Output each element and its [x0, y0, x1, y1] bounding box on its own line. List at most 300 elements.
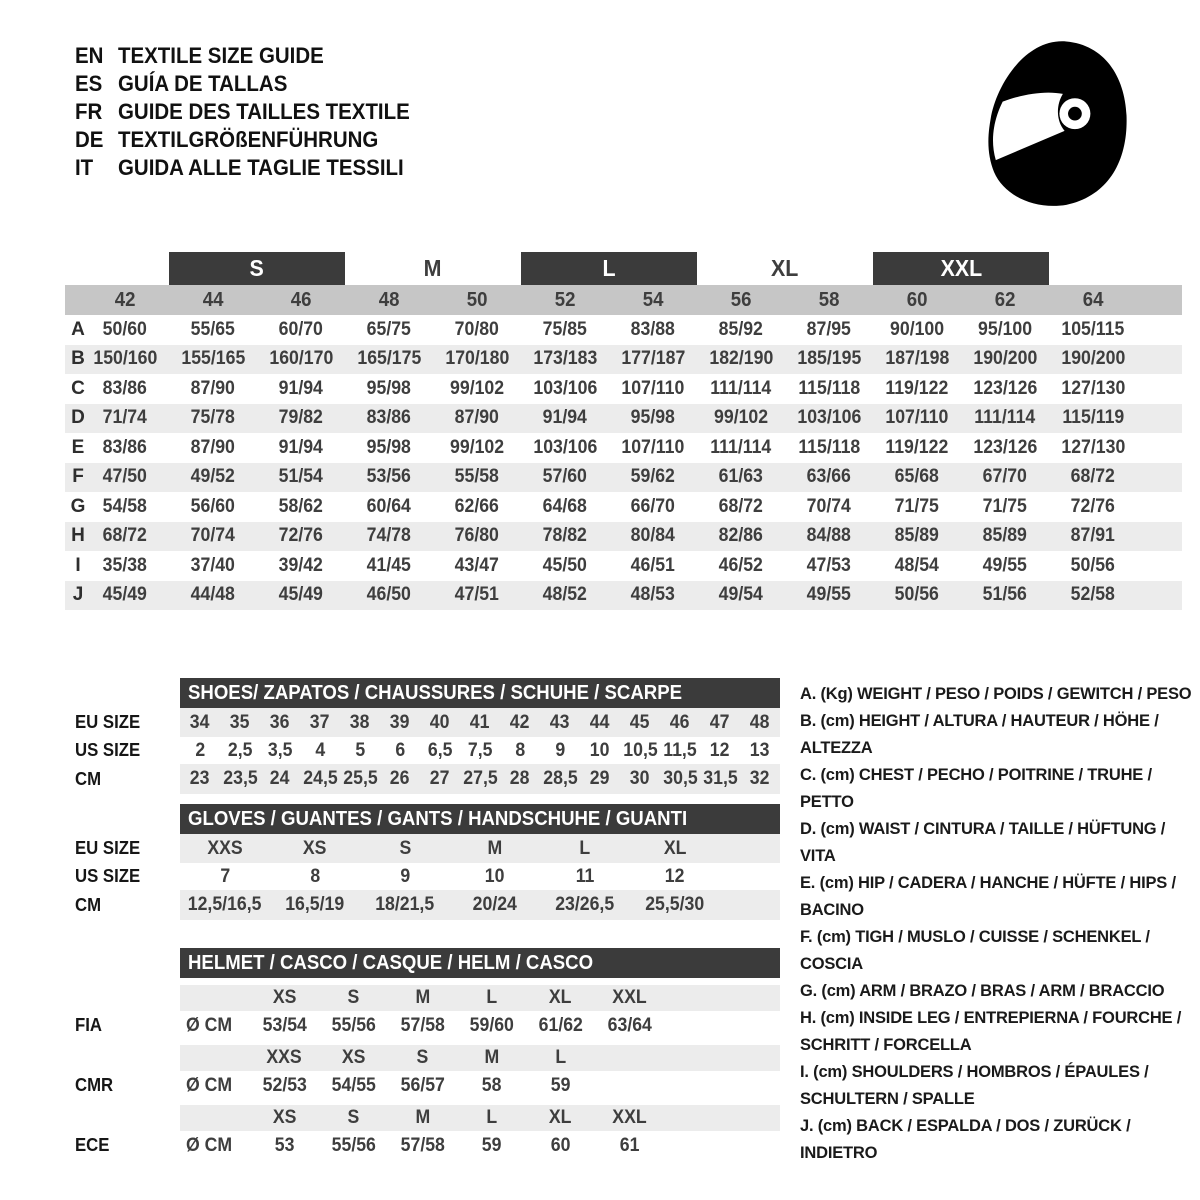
measurement-cell: 75/78 — [190, 407, 236, 429]
measurement-cell: 60/64 — [366, 495, 412, 517]
measurement-cell: 123/126 — [973, 436, 1037, 458]
measurement-cell: 160/170 — [269, 348, 333, 370]
legend-entry: H. (cm) INSIDE LEG / ENTREPIERNA / FOURCHE / SCHRITT / FORCELLA — [800, 1009, 1182, 1054]
table-row-g — [65, 492, 1182, 522]
language-title-row — [75, 126, 432, 154]
shoe-eu-size: 47 — [710, 711, 730, 733]
table-row-a — [65, 315, 1182, 345]
helmet-size-label: S — [347, 1107, 360, 1128]
measurement-cell: 95/100 — [977, 318, 1033, 340]
eu-size-label: EU SIZE — [75, 838, 141, 858]
guide-title: GUIDA ALLE TAGLIE TESSILI — [118, 155, 404, 180]
legend-entry: J. (cm) BACK / ESPALDA / DOS / ZURÜCK / INDIETRO — [800, 1117, 1131, 1162]
helmet-size-label: S — [416, 1047, 429, 1068]
numeric-size-label: 64 — [1082, 288, 1104, 311]
helmet-cmr-value-row — [65, 1071, 800, 1100]
measurement-cell: 107/110 — [885, 407, 949, 429]
glove-us-size: 8 — [310, 865, 320, 887]
helmet-ece-value: 57/58 — [400, 1134, 445, 1156]
measurement-cell: 190/200 — [973, 348, 1037, 370]
measurement-cell: 55/65 — [190, 318, 236, 340]
shoe-cm-size: 26 — [390, 768, 410, 789]
helmet-fia-value: 53/54 — [262, 1014, 307, 1036]
helmet-cmr-value: 56/57 — [400, 1074, 445, 1096]
size-group-l: L — [521, 252, 697, 285]
measurement-cell: 66/70 — [630, 495, 676, 517]
legend-entry: G. (cm) ARM / BRAZO / BRAS / ARM / BRACCIO — [800, 982, 1165, 1000]
helmet-size-label: L — [555, 1047, 566, 1068]
shoe-cm-size: 24 — [270, 768, 290, 789]
measurement-cell: 83/88 — [630, 318, 676, 340]
guide-title: TEXTILGRÖßENFÜHRUNG — [118, 127, 379, 152]
helmet-ece-value: 53 — [274, 1134, 295, 1156]
glove-eu-size: S — [399, 837, 411, 859]
measurement-cell: 91/94 — [278, 377, 324, 399]
language-code: IT — [75, 155, 94, 180]
numeric-size-label: 58 — [818, 288, 840, 311]
helmet-cmr-value: 58 — [481, 1074, 502, 1096]
measurement-cell: 62/66 — [454, 495, 500, 517]
numeric-size-label: 56 — [730, 288, 752, 311]
guide-title: GUIDE DES TAILLES TEXTILE — [118, 99, 410, 124]
measurement-cell: 47/53 — [806, 554, 852, 576]
shoe-cm-size: 31,5 — [702, 768, 738, 789]
measurement-cell: 90/100 — [889, 318, 945, 340]
shoe-eu-size: 40 — [430, 711, 450, 733]
shoe-us-size: 6,5 — [427, 739, 453, 761]
language-code: EN — [75, 43, 104, 68]
table-row-e — [65, 433, 1182, 463]
measurement-cell: 95/98 — [366, 436, 412, 458]
measurement-cell: 99/102 — [449, 377, 505, 399]
shoe-cm-size: 30,5 — [662, 768, 698, 789]
measurement-cell: 68/72 — [102, 525, 148, 547]
measurement-cell: 57/60 — [542, 466, 588, 488]
measurement-cell: 63/66 — [806, 466, 852, 488]
measurement-cell: 74/78 — [366, 525, 412, 547]
shoe-us-size: 2 — [195, 739, 205, 761]
measurement-cell: 68/72 — [1070, 466, 1116, 488]
measurement-cell: 85/89 — [894, 525, 940, 547]
measurement-cell: 50/56 — [1070, 554, 1116, 576]
legend-entry: C. (cm) CHEST / PECHO / POITRINE / TRUHE / PETTO — [800, 766, 1152, 811]
measurement-cell: 64/68 — [542, 495, 588, 517]
language-title-row — [75, 42, 432, 70]
measurement-cell: 95/98 — [366, 377, 412, 399]
helmet-fia-value: 59/60 — [469, 1014, 514, 1036]
measurement-cell: 55/58 — [454, 466, 500, 488]
shoe-eu-size: 48 — [750, 711, 770, 733]
language-code: FR — [75, 99, 103, 124]
row-key: J — [72, 584, 84, 606]
measurement-cell: 82/86 — [718, 525, 764, 547]
gloves-header: GLOVES / GUANTES / GANTS / HANDSCHUHE / GUANTI — [180, 804, 780, 834]
shoes-cm-row — [65, 764, 800, 794]
measurement-cell: 78/82 — [542, 525, 588, 547]
legend-entry: D. (cm) WAIST / CINTURA / TAILLE / HÜFTUNG / VITA — [800, 820, 1166, 865]
shoe-us-size: 6 — [395, 739, 405, 761]
numeric-size-label: 52 — [554, 288, 576, 311]
measurement-cell: 50/60 — [102, 318, 148, 340]
measurement-cell: 115/119 — [1062, 407, 1124, 429]
measurement-cell: 46/50 — [366, 584, 412, 606]
measurement-cell: 79/82 — [278, 407, 324, 429]
us-size-label: US SIZE — [75, 866, 141, 886]
measurement-cell: 71/74 — [102, 407, 148, 429]
measurement-cell: 105/115 — [1061, 318, 1125, 340]
measurement-legend — [800, 681, 1198, 1167]
measurement-cell: 49/54 — [718, 584, 764, 606]
size-group-header-row — [65, 252, 1182, 285]
helmet-ece-value: 59 — [481, 1134, 502, 1156]
shoe-eu-size: 46 — [670, 711, 690, 733]
measurement-cell: 155/165 — [181, 348, 245, 370]
measurement-cell: 72/76 — [1070, 495, 1116, 517]
helmet-fia-value: 57/58 — [400, 1014, 445, 1036]
textile-size-table — [65, 252, 1182, 610]
shoe-us-size: 3,5 — [267, 739, 293, 761]
measurement-cell: 35/38 — [102, 554, 148, 576]
measurement-cell: 87/90 — [190, 377, 236, 399]
cm-label: CM — [75, 894, 102, 915]
measurement-cell: 47/51 — [454, 584, 500, 606]
helmet-ece-size-row — [180, 1105, 780, 1131]
row-key: C — [71, 377, 85, 399]
helmet-ece-value: 55/56 — [331, 1134, 376, 1156]
shoe-us-size: 4 — [315, 739, 325, 761]
gloves-cm-row — [65, 890, 800, 920]
language-title-row — [75, 70, 432, 98]
size-group-xxl: XXL — [873, 252, 1049, 285]
shoes-us-row — [65, 737, 800, 764]
table-row-f — [65, 463, 1182, 493]
helmet-cmr-size-row — [180, 1045, 780, 1071]
shoe-eu-size: 42 — [510, 711, 530, 733]
measurement-cell: 72/76 — [278, 525, 324, 547]
glove-cm-size: 23/26,5 — [555, 894, 615, 915]
shoe-eu-size: 41 — [470, 711, 490, 733]
measurement-cell: 53/56 — [366, 466, 412, 488]
measurement-cell: 91/94 — [542, 407, 588, 429]
diameter-cm-label: Ø CM — [186, 1074, 233, 1096]
measurement-cell: 45/49 — [102, 584, 148, 606]
helmet-size-label: XL — [549, 987, 572, 1008]
measurement-cell: 45/49 — [278, 584, 324, 606]
measurement-cell: 83/86 — [102, 436, 148, 458]
glove-eu-size: L — [579, 837, 591, 859]
shoe-eu-size: 39 — [390, 711, 410, 733]
helmet-icon — [980, 38, 1132, 210]
measurement-cell: 48/54 — [894, 554, 940, 576]
helmet-size-label: XXS — [266, 1047, 303, 1068]
measurement-cell: 49/55 — [806, 584, 852, 606]
helmet-ece-value-row — [65, 1131, 800, 1160]
table-row-j — [65, 581, 1182, 611]
helmet-size-label: XL — [549, 1107, 572, 1128]
shoe-cm-size: 29 — [590, 768, 610, 789]
measurement-cell: 84/88 — [806, 525, 852, 547]
row-key: F — [72, 466, 84, 488]
helmet-fia-value: 63/64 — [607, 1014, 652, 1036]
helmet-size-label: S — [347, 987, 360, 1008]
shoe-us-size: 2,5 — [227, 739, 253, 761]
size-group-m: M — [424, 255, 442, 281]
helmet-size-label: XXL — [612, 987, 647, 1008]
helmet-size-label: M — [415, 1107, 430, 1128]
glove-us-size: 10 — [485, 865, 505, 887]
shoe-eu-size: 34 — [190, 711, 210, 733]
legend-entry: E. (cm) HIP / CADERA / HANCHE / HÜFTE / HIPS / BACINO — [800, 874, 1176, 919]
shoe-cm-size: 25,5 — [342, 768, 378, 789]
helmet-size-label: XS — [272, 987, 297, 1008]
measurement-cell: 37/40 — [190, 554, 236, 576]
measurement-cell: 45/50 — [542, 554, 588, 576]
helmet-size-label: L — [486, 1107, 497, 1128]
measurement-cell: 115/118 — [798, 436, 860, 458]
helmet-ece-value: 60 — [550, 1134, 571, 1156]
shoe-us-size: 13 — [750, 739, 770, 761]
helmet-header: HELMET / CASCO / CASQUE / HELM / CASCO — [180, 948, 780, 978]
measurement-cell: 103/106 — [533, 377, 597, 399]
legend-entry: F. (cm) TIGH / MUSLO / CUISSE / SCHENKEL / COSCIA — [800, 928, 1150, 973]
shoe-us-size: 7,5 — [467, 739, 493, 761]
numeric-size-label: 48 — [378, 288, 400, 311]
row-key: G — [70, 495, 86, 517]
numeric-size-label: 62 — [994, 288, 1016, 311]
measurement-cell: 68/72 — [718, 495, 764, 517]
measurement-cell: 71/75 — [894, 495, 940, 517]
measurement-cell: 85/89 — [982, 525, 1028, 547]
measurement-cell: 87/95 — [806, 318, 852, 340]
measurement-cell: 99/102 — [449, 436, 505, 458]
shoe-us-size: 11,5 — [663, 739, 697, 761]
shoe-cm-size: 28,5 — [542, 768, 578, 789]
measurement-cell: 170/180 — [445, 348, 509, 370]
measurement-cell: 71/75 — [982, 495, 1028, 517]
measurement-cell: 103/106 — [533, 436, 597, 458]
measurement-cell: 83/86 — [102, 377, 148, 399]
legend-entry: I. (cm) SHOULDERS / HOMBROS / ÉPAULES / SCHULTERN / SPALLE — [800, 1063, 1149, 1108]
measurement-cell: 85/92 — [718, 318, 764, 340]
shoe-eu-size: 35 — [230, 711, 250, 733]
numeric-size-label: 60 — [906, 288, 928, 311]
guide-title: GUÍA DE TALLAS — [118, 71, 288, 96]
helmet-size-label: XS — [272, 1107, 297, 1128]
measurement-cell: 95/98 — [630, 407, 676, 429]
shoe-cm-size: 32 — [750, 768, 770, 789]
row-key: D — [71, 407, 85, 429]
measurement-cell: 165/175 — [357, 348, 421, 370]
measurement-cell: 127/130 — [1061, 436, 1125, 458]
helmet-fia-value: 55/56 — [331, 1014, 376, 1036]
glove-us-size: 11 — [575, 865, 595, 887]
legend-entry: A. (Kg) WEIGHT / PESO / POIDS / GEWITCH / PESO — [800, 685, 1192, 703]
table-row-c — [65, 374, 1182, 404]
helmet-size-label: XS — [341, 1047, 366, 1068]
language-code: ES — [75, 71, 103, 96]
shoe-us-size: 9 — [555, 739, 565, 761]
measurement-cell: 67/70 — [982, 466, 1028, 488]
measurement-cell: 173/183 — [533, 348, 597, 370]
glove-cm-size: 20/24 — [472, 894, 518, 915]
measurement-cell: 58/62 — [278, 495, 324, 517]
eu-size-label: EU SIZE — [75, 712, 141, 732]
helmet-ece-value: 61 — [619, 1134, 640, 1156]
ece-label: ECE — [75, 1135, 110, 1155]
measurement-cell: 43/47 — [454, 554, 500, 576]
helmet-size-label: M — [415, 987, 430, 1008]
measurement-cell: 107/110 — [621, 436, 685, 458]
measurement-cell: 87/90 — [454, 407, 500, 429]
measurement-cell: 65/75 — [366, 318, 412, 340]
measurement-cell: 51/54 — [278, 466, 324, 488]
measurement-cell: 83/86 — [366, 407, 412, 429]
measurement-cell: 41/45 — [366, 554, 412, 576]
table-row-h — [65, 522, 1182, 552]
table-row-b — [65, 345, 1182, 375]
shoe-eu-size: 45 — [630, 711, 650, 733]
shoe-cm-size: 23 — [190, 768, 210, 789]
shoe-us-size: 8 — [515, 739, 525, 761]
diameter-cm-label: Ø CM — [186, 1014, 233, 1036]
fia-label: FIA — [75, 1015, 102, 1035]
measurement-cell: 70/80 — [454, 318, 500, 340]
shoe-cm-size: 27 — [430, 768, 450, 789]
row-key: H — [71, 525, 85, 547]
row-key: B — [71, 348, 85, 370]
glove-cm-size: 18/21,5 — [375, 894, 435, 915]
shoe-eu-size: 37 — [310, 711, 330, 733]
measurement-cell: 70/74 — [190, 525, 236, 547]
row-key: A — [71, 318, 85, 340]
language-title-row — [75, 154, 432, 182]
gloves-eu-row — [65, 834, 800, 863]
measurement-cell: 80/84 — [630, 525, 676, 547]
helmet-cmr-value: 54/55 — [331, 1074, 376, 1096]
helmet-cmr-value: 59 — [550, 1074, 571, 1096]
glove-cm-size: 16,5/19 — [285, 894, 345, 915]
measurement-cell: 65/68 — [894, 466, 940, 488]
shoe-us-size: 5 — [355, 739, 365, 761]
glove-cm-size: 25,5/30 — [645, 894, 705, 915]
gloves-us-row — [65, 863, 800, 890]
shoe-us-size: 10 — [590, 739, 610, 761]
numeric-size-label: 44 — [202, 288, 224, 311]
glove-eu-size: XXS — [207, 837, 243, 859]
shoe-us-size: 10,5 — [622, 739, 658, 761]
language-code: DE — [75, 127, 104, 152]
helmet-size-label: M — [484, 1047, 499, 1068]
shoes-header: SHOES/ ZAPATOS / CHAUSSURES / SCHUHE / SCARPE — [180, 678, 780, 708]
language-title-list — [75, 42, 432, 182]
measurement-cell: 111/114 — [710, 377, 772, 399]
measurement-cell: 91/94 — [278, 436, 324, 458]
shoe-eu-size: 43 — [550, 711, 570, 733]
measurement-cell: 111/114 — [974, 407, 1036, 429]
table-row-i — [65, 551, 1182, 581]
measurement-cell: 54/58 — [102, 495, 148, 517]
measurement-cell: 46/51 — [630, 554, 676, 576]
glove-eu-size: M — [487, 837, 503, 859]
measurement-cell: 49/55 — [982, 554, 1028, 576]
shoe-eu-size: 44 — [590, 711, 610, 733]
size-group-s: S — [169, 252, 345, 285]
glove-cm-size: 12,5/16,5 — [188, 894, 262, 915]
measurement-cell: 115/118 — [798, 377, 860, 399]
helmet-size-table — [65, 948, 800, 1160]
measurement-cell: 59/62 — [630, 466, 676, 488]
measurement-cell: 60/70 — [278, 318, 324, 340]
glove-eu-size: XS — [303, 837, 327, 859]
shoes-eu-row — [65, 708, 800, 737]
glove-eu-size: XL — [663, 837, 687, 859]
row-key: I — [75, 554, 81, 576]
measurement-cell: 190/200 — [1061, 348, 1125, 370]
language-title-row — [75, 98, 432, 126]
measurement-cell: 187/198 — [885, 348, 949, 370]
shoe-cm-size: 27,5 — [462, 768, 498, 789]
measurement-cell: 47/50 — [102, 466, 148, 488]
numeric-size-label: 50 — [466, 288, 488, 311]
measurement-cell: 119/122 — [885, 377, 949, 399]
helmet-size-label: XXL — [612, 1107, 647, 1128]
measurement-cell: 150/160 — [93, 348, 157, 370]
shoes-size-table — [65, 678, 800, 794]
measurement-cell: 75/85 — [542, 318, 588, 340]
measurement-cell: 87/91 — [1070, 525, 1116, 547]
measurement-cell: 76/80 — [454, 525, 500, 547]
measurement-cell: 177/187 — [621, 348, 685, 370]
measurement-cell: 127/130 — [1061, 377, 1125, 399]
us-size-label: US SIZE — [75, 740, 141, 760]
measurement-cell: 51/56 — [982, 584, 1028, 606]
measurement-cell: 99/102 — [713, 407, 769, 429]
measurement-cell: 61/63 — [718, 466, 764, 488]
glove-us-size: 7 — [220, 865, 230, 887]
numeric-size-label: 42 — [114, 288, 136, 311]
numeric-size-header-row — [65, 285, 1182, 315]
measurement-cell: 111/114 — [710, 436, 772, 458]
shoe-cm-size: 28 — [510, 768, 530, 789]
shoe-cm-size: 24,5 — [302, 768, 338, 789]
measurement-cell: 56/60 — [190, 495, 236, 517]
numeric-size-label: 46 — [290, 288, 312, 311]
measurement-cell: 52/58 — [1070, 584, 1116, 606]
measurement-cell: 182/190 — [709, 348, 773, 370]
shoe-eu-size: 38 — [350, 711, 370, 733]
diameter-cm-label: Ø CM — [186, 1134, 233, 1156]
cm-label: CM — [75, 768, 102, 789]
measurement-rows — [65, 315, 1182, 610]
size-group-xl: XL — [771, 255, 799, 281]
shoe-us-size: 12 — [710, 739, 730, 761]
shoe-cm-size: 30 — [630, 768, 650, 789]
helmet-cmr-value: 52/53 — [262, 1074, 307, 1096]
measurement-cell: 50/56 — [894, 584, 940, 606]
measurement-cell: 44/48 — [190, 584, 236, 606]
measurement-cell: 107/110 — [621, 377, 685, 399]
table-row-d — [65, 404, 1182, 434]
helmet-fia-value: 61/62 — [538, 1014, 583, 1036]
measurement-cell: 70/74 — [806, 495, 852, 517]
measurement-cell: 48/53 — [630, 584, 676, 606]
shoe-cm-size: 23,5 — [222, 768, 258, 789]
measurement-cell: 185/195 — [797, 348, 861, 370]
measurement-cell: 123/126 — [973, 377, 1037, 399]
numeric-size-label: 54 — [642, 288, 664, 311]
measurement-cell: 119/122 — [885, 436, 949, 458]
helmet-fia-size-row — [180, 985, 780, 1011]
